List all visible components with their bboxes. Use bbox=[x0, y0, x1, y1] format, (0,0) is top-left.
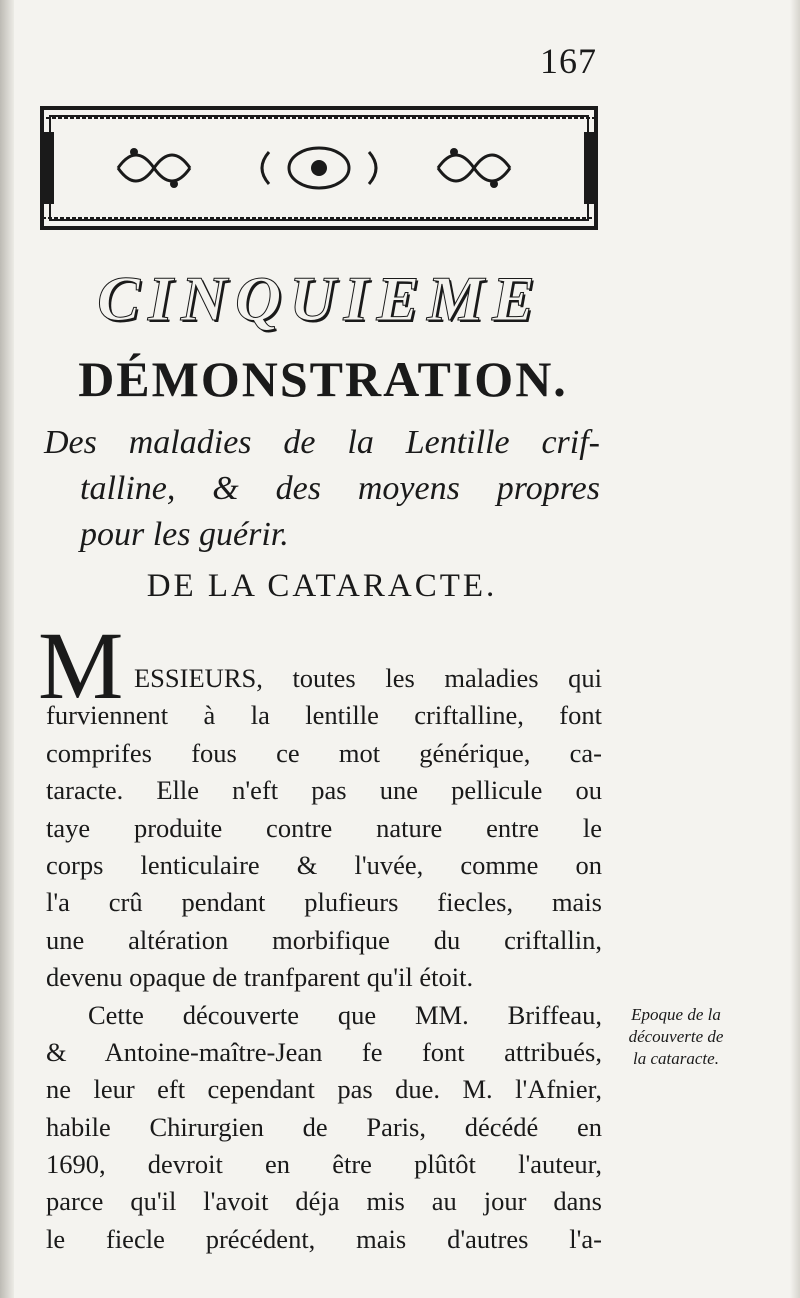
body-line: & Antoine-maître-Jean fe font attribués, bbox=[46, 1036, 602, 1067]
body-line: 1690, devroit en être plûtôt l'auteur, bbox=[46, 1149, 602, 1180]
body-line: devenu opaque de tranfparent qu'il étoit. bbox=[46, 962, 474, 993]
chapter-subtitle bbox=[44, 420, 600, 558]
body-line: l'a crû pendant plufieurs fiecles, mais bbox=[46, 887, 602, 918]
page-number: 167 bbox=[540, 41, 597, 81]
margin-note-line: Epoque de la bbox=[631, 1005, 721, 1024]
page-edge-left bbox=[0, 0, 14, 1298]
body-line: Cette découverte que MM. Briffeau, bbox=[88, 999, 602, 1030]
body-line: ESSIEURS, toutes les maladies qui bbox=[134, 663, 602, 693]
body-line: ne leur eft cependant pas due. M. l'Afnier, bbox=[46, 1074, 602, 1105]
body-line: corps lenticulaire & l'uvée, comme on bbox=[46, 849, 602, 880]
section-heading: DE LA CATARACTE. bbox=[146, 568, 498, 604]
ornament-headpiece bbox=[38, 102, 600, 234]
margin-note-line: la cataracte. bbox=[633, 1049, 719, 1068]
margin-note-line: découverte de bbox=[628, 1027, 724, 1046]
subtitle-line: talline, & des moyens propres bbox=[80, 470, 600, 507]
subtitle-line: Des maladies de la Lentille crif- bbox=[44, 424, 600, 461]
drop-cap: M bbox=[38, 612, 124, 719]
body-line: une altération morbifique du criftallin, bbox=[46, 924, 602, 955]
body-text bbox=[46, 660, 602, 1258]
subtitle-line: pour les guérir. bbox=[80, 516, 289, 553]
body-line: taracte. Elle n'eft pas une pellicule ou bbox=[46, 775, 602, 806]
body-line: parce qu'il l'avoit déja mis au jour dans bbox=[46, 1186, 602, 1217]
page-edge-right bbox=[790, 0, 800, 1298]
body-line: furviennent à la lentille criftalline, font bbox=[46, 700, 602, 731]
chapter-title: CINQUIEME bbox=[97, 263, 543, 334]
body-line: le fiecle précédent, mais d'autres l'a- bbox=[46, 1223, 602, 1254]
body-line: comprifes fous ce mot générique, ca- bbox=[46, 737, 602, 768]
margin-note bbox=[606, 1004, 746, 1070]
body-line: habile Chirurgien de Paris, décédé en bbox=[46, 1111, 602, 1142]
body-line: taye produite contre nature entre le bbox=[46, 812, 602, 843]
section-title: DÉMONSTRATION. bbox=[78, 351, 568, 407]
